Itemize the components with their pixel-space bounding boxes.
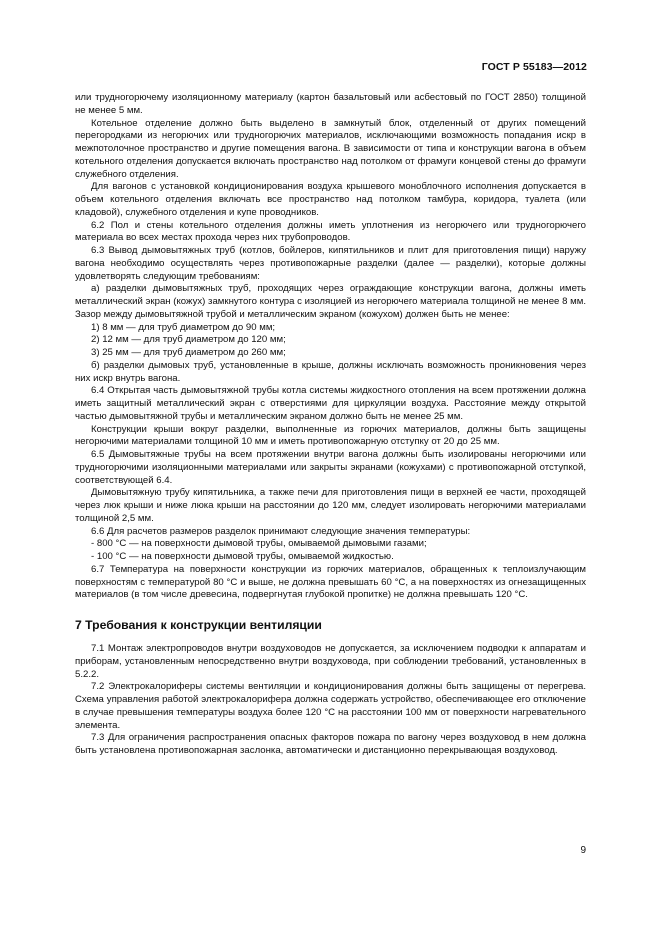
paragraph-6-4: 6.4 Открытая часть дымовытяжной трубы котла системы жидкостного отопления на всем протяжении должна иметь защитный металлический экран с отверстиями для циркуляции воздуха. Расстояние между открытой частью дымовытяжной трубы и металлическим экраном должно быть не менее 25 мм. <box>75 385 586 422</box>
list-item: - 800 °С — на поверхности дымовой трубы, омываемой дымовыми газами; <box>91 538 427 550</box>
paragraph-6-3: 6.3 Вывод дымовытяжных труб (котлов, бойлеров, кипятильников и плит для приготовления пищи) наружу вагона необходимо осуществлять через противопожарные разделки (далее — разделки), которые должны удовлетворять следующим требованиям: <box>75 245 586 282</box>
paragraph-6-2: 6.2 Пол и стены котельного отделения должны иметь уплотнения из негорючего или трудногорючего материала во всех местах прохода через них трубопроводов. <box>75 219 586 244</box>
list-item: 2) 12 мм — для труб диаметром до 120 мм; <box>91 334 286 346</box>
section-7-heading: 7 Требования к конструкции вентиляции <box>75 618 322 632</box>
document-code-header: ГОСТ Р 55183—2012 <box>481 61 587 73</box>
paragraph: Конструкции крыши вокруг разделки, выполненные из горючих материалов, должны быть защищены негорючими материалами толщиной 10 мм и иметь противопожарную отступку от 20 до 25 мм. <box>75 423 586 448</box>
paragraph-6-6: 6.6 Для расчетов размеров разделок принимают следующие значения температуры: <box>91 525 471 537</box>
paragraph-6-5: 6.5 Дымовытяжные трубы на всем протяжении внутри вагона должны быть изолированы негорючими или трудногорючими изоляционными материалами или закрыты экранами (кожухами) с противопожарной отступкой, соответствующей 6.4. <box>75 449 586 486</box>
paragraph-6-3-b: б) разделки дымовых труб, установленные в крыше, должны исключать возможность проникновения через них искр внутрь вагона. <box>75 359 586 384</box>
paragraph-6-7: 6.7 Температура на поверхности конструкции из горючих материалов, обращенных к теплоизлучающим поверхностям с температурой 80 °С и выше, не должна превышать 60 °С, а на поверхностях из огнезащищенных материалов (в том числе древесина, подвергнутая глубокой пропитке) не должна превышать 120 °С. <box>75 563 586 601</box>
page-number: 9 <box>580 845 586 856</box>
paragraph-7-3: 7.3 Для ограничения распространения опасных факторов пожара по вагону через воздуховод в нем должна быть установлена противопожарная заслонка, автоматически и дистанционно перекрывающая воздуховод. <box>75 732 586 756</box>
paragraph: Дымовытяжную трубу кипятильника, а также печи для приготовления пищи в верхней ее части, проходящей через люк крыши и ниже люка крыши на расстоянии до 120 мм, следует изолировать негорючими материалами толщиной 2,5 мм. <box>75 487 586 524</box>
paragraph-7-1: 7.1 Монтаж электропроводов внутри воздуховодов не допускается, за исключением подводки к аппаратам и приборам, установленным непосредственно внутри воздуховода, при соблюдении требований, установленных в 5.2.2. <box>75 643 586 680</box>
list-item: 1) 8 мм — для труб диаметром до 90 мм; <box>91 321 276 333</box>
page-body <box>75 92 586 758</box>
list-item: 3) 25 мм — для труб диаметром до 260 мм; <box>91 347 286 358</box>
list-item: - 100 °С — на поверхности дымовой трубы, омываемой жидкостью. <box>91 551 394 562</box>
paragraph: Котельное отделение должно быть выделено в замкнутый блок, отделенный от других помещений перегородками из негорючих или трудногорючих материалов, исключающими возможность попадания искр в межпотолочное пространство и другие помещения вагона. В зависимости от типа и конструкции вагона в объем котельного отделения допускается включать пространство над потолком от фрамуги концевой стены до фрамуги служебного отделения. <box>75 117 586 180</box>
paragraph: или трудногорючему изоляционному материалу (картон базальтовый или асбестовый по ГОСТ 2850) толщиной не менее 5 мм. <box>75 92 586 116</box>
paragraph-7-2: 7.2 Электрокалориферы системы вентиляции и кондиционирования должны быть защищены от перегрева. Схема управления работой электрокалорифера должна содержать устройство, обеспечивающее его отключение в случае превышения температуры воздуха более 120 °С на расстоянии 100 мм от поверхности нагревательного элемента. <box>75 681 586 731</box>
paragraph: Для вагонов с установкой кондиционирования воздуха крышевого моноблочного исполнения допускается в объем котельного отделения включать все пространство над потолком тамбура, коридора, туалета (или кладовой), служебного отделения и купе проводников. <box>75 181 586 218</box>
paragraph-6-3-a: а) разделки дымовытяжных труб, проходящих через ограждающие конструкции вагона, должны иметь металлический экран (кожух) замкнутого контура с изоляцией из негорючего материала толщиной не менее 8 мм. Зазор между дымовытяжной трубой и металлическим экраном (кожухом) должен быть не менее: <box>75 283 586 320</box>
